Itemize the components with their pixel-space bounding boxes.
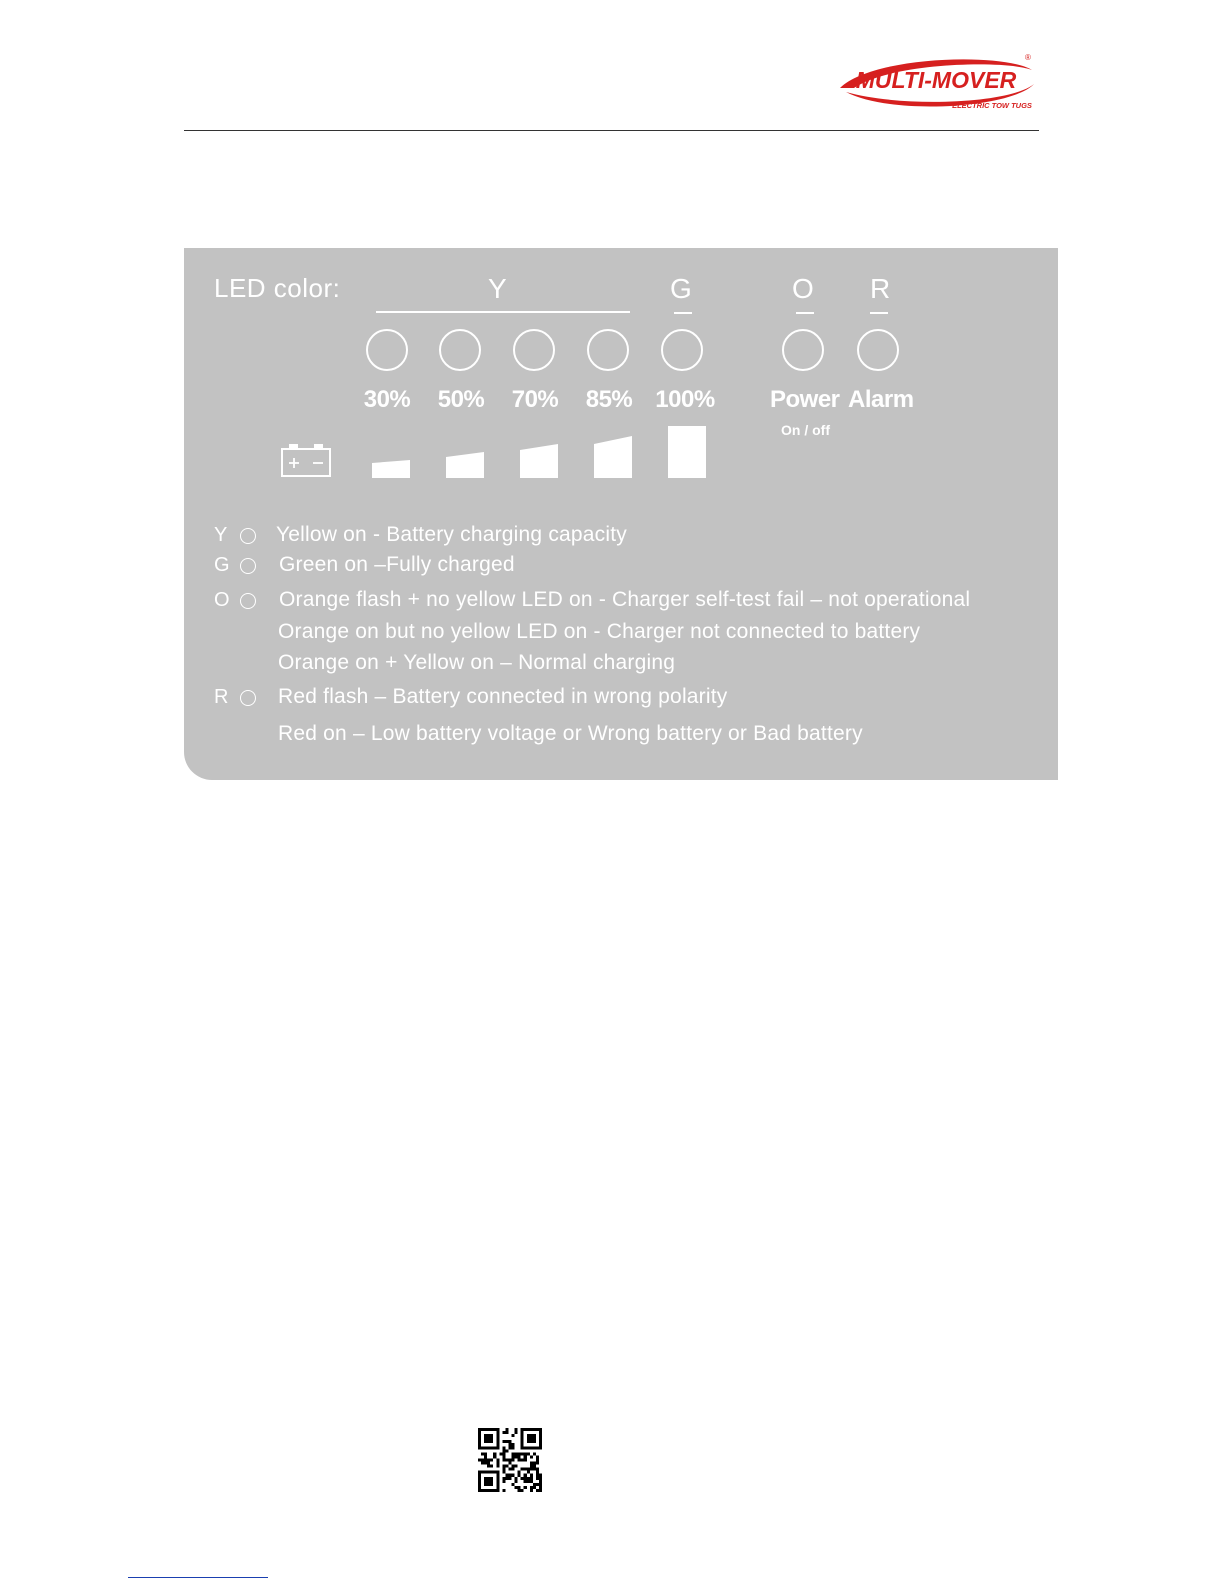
charge-bar-100 bbox=[668, 426, 706, 478]
battery-icon bbox=[280, 442, 332, 478]
green-dash bbox=[674, 312, 692, 314]
label-30: 30% bbox=[363, 386, 411, 413]
red-dash bbox=[870, 312, 888, 314]
label-power: Power bbox=[770, 386, 840, 413]
legend-g-line-1: Green on –Fully charged bbox=[279, 553, 515, 576]
legend-r-line-1: Red flash – Battery connected in wrong polarity bbox=[278, 685, 728, 708]
legend-letter-o: O bbox=[214, 589, 230, 611]
logo-tagline: ELECTRIC TOW TUGS bbox=[952, 101, 1032, 110]
label-50: 50% bbox=[437, 386, 485, 413]
label-power-sub: On / off bbox=[781, 422, 830, 438]
led-power bbox=[782, 329, 824, 371]
legend-dot-o bbox=[240, 593, 256, 609]
qr-code[interactable] bbox=[478, 1428, 542, 1492]
label-100: 100% bbox=[655, 386, 715, 413]
legend-o-line-2: Orange on but no yellow LED on - Charger not connected to battery bbox=[278, 620, 921, 643]
legend-r-line-2: Red on – Low battery voltage or Wrong battery or Bad battery bbox=[278, 722, 863, 745]
legend-o-line-3: Orange on + Yellow on – Normal charging bbox=[278, 651, 676, 674]
charge-bar-70 bbox=[520, 444, 558, 478]
label-85: 85% bbox=[585, 386, 633, 413]
registered-mark: ® bbox=[1025, 53, 1031, 62]
legend-letter-g: G bbox=[214, 554, 230, 576]
legend-dot-r bbox=[240, 690, 256, 706]
led-50 bbox=[439, 329, 481, 371]
legend-y-line-1: Yellow on - Battery charging capacity bbox=[276, 523, 627, 546]
charge-bar-30 bbox=[372, 460, 410, 478]
label-alarm: Alarm bbox=[848, 386, 914, 413]
group-letter-red: R bbox=[870, 273, 891, 304]
label-70: 70% bbox=[511, 386, 559, 413]
logo-wordmark: MULTI-MOVER bbox=[855, 67, 1017, 93]
legend-letter-r: R bbox=[214, 686, 229, 708]
charge-bar-50 bbox=[446, 452, 484, 478]
orange-dash bbox=[796, 312, 814, 314]
group-letter-orange: O bbox=[792, 273, 814, 304]
footer-link-underline[interactable] bbox=[128, 1577, 268, 1578]
group-letter-yellow: Y bbox=[488, 273, 507, 304]
led-85 bbox=[587, 329, 629, 371]
group-letter-green: G bbox=[670, 273, 692, 304]
led-30 bbox=[366, 329, 408, 371]
legend-dot-y bbox=[240, 528, 256, 544]
yellow-group-line bbox=[376, 311, 630, 313]
qr-modules bbox=[478, 1428, 542, 1492]
led-indicator-panel bbox=[184, 248, 1058, 780]
legend-o-line-1: Orange flash + no yellow LED on - Charger self-test fail – not operational bbox=[279, 588, 971, 611]
led-alarm bbox=[857, 329, 899, 371]
charge-level-bars bbox=[370, 424, 710, 480]
charge-bar-85 bbox=[594, 436, 632, 478]
led-70 bbox=[513, 329, 555, 371]
header-divider bbox=[184, 130, 1039, 131]
led-100 bbox=[661, 329, 703, 371]
legend-dot-g bbox=[240, 558, 256, 574]
led-color-label: LED color: bbox=[214, 273, 341, 303]
legend-letter-y: Y bbox=[214, 524, 228, 546]
multi-mover-logo bbox=[832, 48, 1042, 118]
